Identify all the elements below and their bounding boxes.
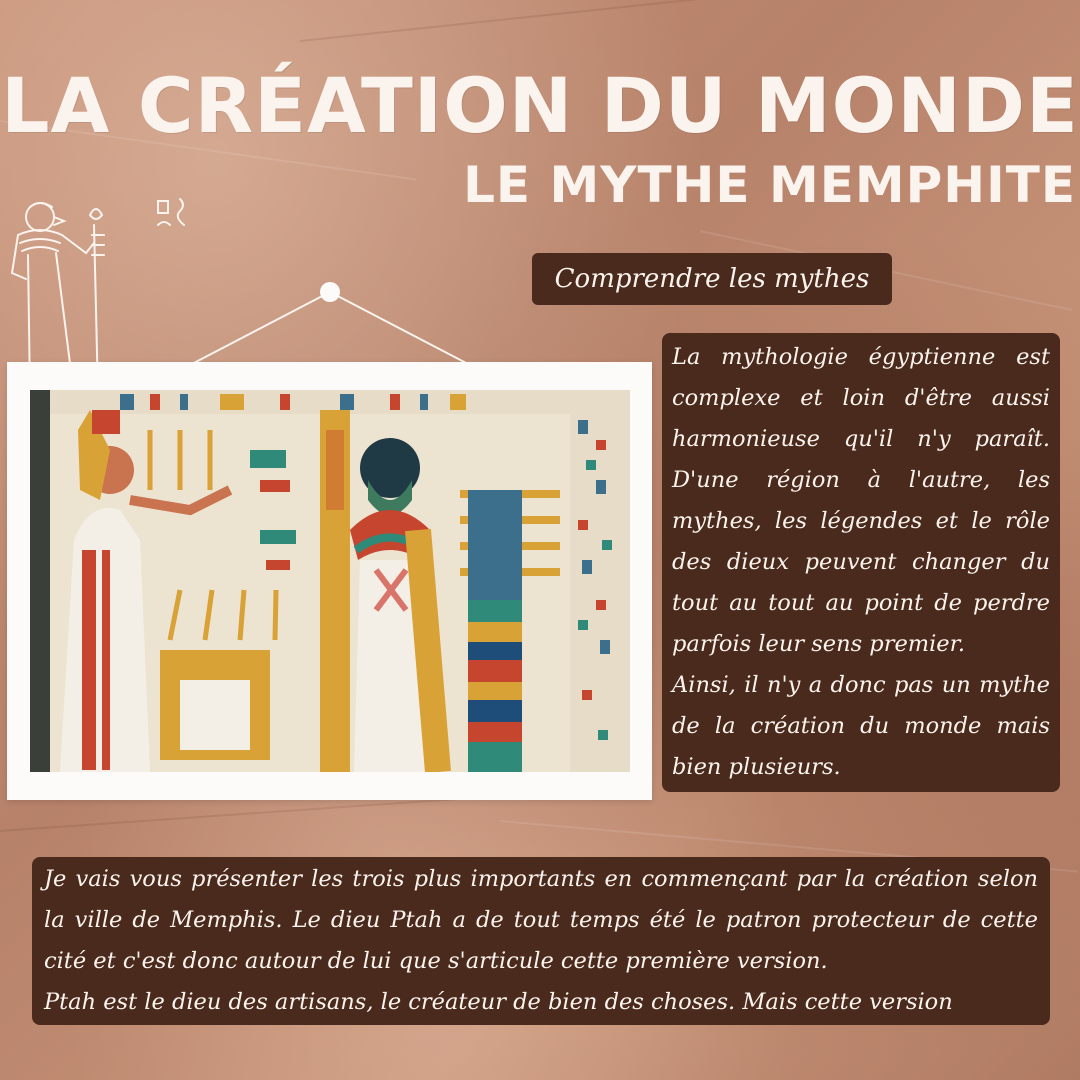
egyptian-tomb-painting — [30, 390, 630, 772]
body-paragraph-1: Je vais vous présenter les trois plus importants en commençant par la création selon la ville de Memphis. Le dieu Ptah a de tout temps été le patron protecteur de cette cité et c'est donc autour de lui que s'articule cette première version. — [44, 866, 1038, 974]
page-subtitle: LE MYTHE MEMPHITE — [463, 156, 1076, 214]
page-title: LA CRÉATION DU MONDE — [1, 61, 1079, 150]
intro-paragraph-2: Ainsi, il n'y a donc pas un mythe de la création du monde mais bien plusieurs. — [672, 672, 1050, 780]
body-paragraph-2: Ptah est le dieu des artisans, le créateur de bien des choses. Mais cette version — [44, 989, 953, 1015]
frame-hanger — [180, 270, 480, 370]
section-tag: Comprendre les mythes — [532, 253, 892, 305]
intro-paragraph-1: La mythologie égyptienne est complexe et loin d'être aussi harmonieuse qu'il n'y paraît. D'une région à l'autre, les mythes, les légendes et le rôle des dieux peuvent changer du tout au tout au point de perdre parfois leur sens premier. — [672, 344, 1050, 657]
intro-text-box — [662, 333, 1060, 792]
body-text-box — [32, 857, 1050, 1025]
